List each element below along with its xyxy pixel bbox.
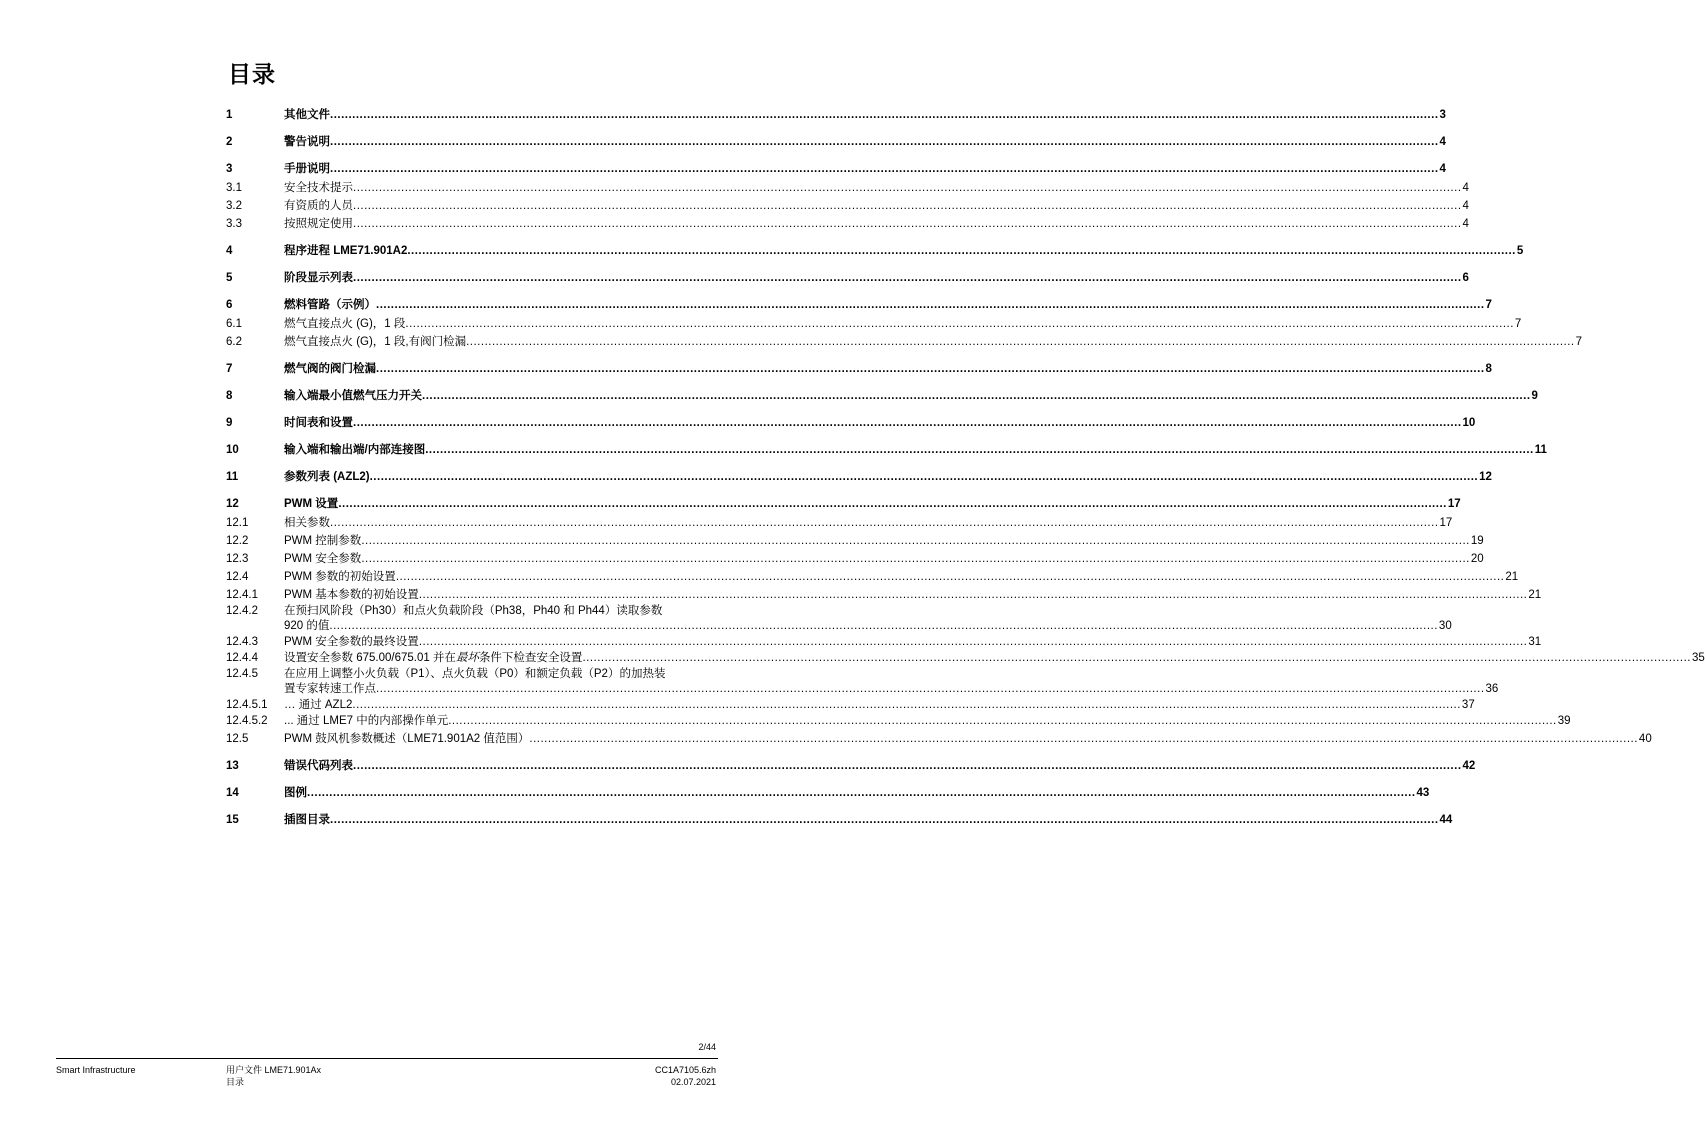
toc-title	[284, 651, 582, 666]
toc-title: PWM 基本参数的初始设置	[284, 589, 419, 601]
toc-page-number: 7	[1514, 318, 1522, 330]
toc-number: 12.4.5	[226, 668, 258, 680]
page-title: 目录	[228, 61, 276, 87]
footer-document	[226, 1064, 321, 1088]
toc-entry[interactable]	[226, 162, 1446, 177]
toc-entry[interactable]	[226, 714, 1571, 729]
toc-title: 按照规定使用	[284, 218, 353, 230]
toc-leader-dots: ............................................................................................................................................................................................................................................................................................................	[395, 571, 1505, 583]
toc-number: 12.5	[226, 733, 249, 745]
toc-leader-dots: ............................................................................................................................................................................................................................................................................................................	[425, 444, 1534, 456]
toc-page-number: 19	[1470, 535, 1484, 547]
toc-page-number: 17	[1439, 517, 1453, 529]
toc-leader-dots: ............................................................................................................................................................................................................................................................................................................	[352, 699, 1461, 711]
toc-title: 手册说明	[284, 163, 330, 175]
toc-entry[interactable]	[226, 516, 1453, 531]
toc-number: 3.1	[226, 182, 242, 194]
toc-number: 14	[226, 787, 239, 799]
footer-company	[56, 1064, 136, 1076]
toc-entry[interactable]	[226, 181, 1469, 196]
toc-number: 12.4.2	[226, 605, 258, 617]
toc-number: 6	[226, 299, 233, 311]
toc-page-number: 39	[1557, 715, 1571, 727]
toc-entry[interactable]	[226, 108, 1446, 123]
toc-title: 图例	[284, 787, 307, 799]
toc-number: 12.4.5.1	[226, 699, 268, 711]
toc-entry[interactable]	[226, 635, 1542, 650]
toc-entry[interactable]	[226, 271, 1469, 286]
toc-title-part: 设置安全参数 675.00/675.01 并在	[284, 652, 456, 664]
toc-entry[interactable]	[226, 443, 1547, 458]
toc-title: PWM 安全参数	[284, 553, 362, 565]
toc-title: 相关参数	[284, 517, 330, 529]
toc-page-number: 9	[1531, 390, 1538, 402]
toc-title: … 通过 AZL2	[284, 699, 353, 711]
toc-entry[interactable]	[226, 244, 1524, 259]
toc-page-number: 44	[1439, 814, 1453, 826]
toc-number: 13	[226, 760, 239, 772]
toc-entry[interactable]	[226, 732, 1652, 747]
toc-title: 燃料管路（示例）	[284, 299, 376, 311]
toc-page-number: 12	[1479, 471, 1492, 483]
footer-reference	[655, 1064, 716, 1088]
toc-title: 插图目录	[284, 814, 330, 826]
toc-leader-dots: ............................................................................................................................................................................................................................................................................................................	[529, 733, 1638, 745]
toc-entry[interactable]	[226, 698, 1475, 713]
toc-page-number: 17	[1447, 498, 1461, 510]
toc-entry[interactable]	[226, 604, 1452, 634]
toc-entry[interactable]	[226, 199, 1469, 214]
toc-number: 4	[226, 245, 233, 257]
toc-number: 3	[226, 163, 233, 175]
table-of-contents	[226, 96, 1705, 832]
toc-page-number: 4	[1439, 136, 1446, 148]
toc-number: 12.4	[226, 571, 249, 583]
toc-page-number: 7	[1485, 299, 1492, 311]
footer-divider	[56, 1058, 718, 1059]
toc-leader-dots: ............................................................................................................................................................................................................................................................................................................	[376, 363, 1485, 375]
toc-page-number: 7	[1575, 336, 1583, 348]
toc-entry[interactable]	[226, 317, 1522, 332]
toc-title: 参数列表 (AZL2)	[284, 471, 370, 483]
toc-number: 10	[226, 444, 239, 456]
document-date: 02.07.2021	[670, 1077, 716, 1087]
toc-leader-dots: ............................................................................................................................................................................................................................................................................................................	[361, 535, 1470, 547]
toc-title: 920 的值	[284, 620, 330, 632]
toc-page-number: 42	[1462, 760, 1476, 772]
toc-title: 其他文件	[284, 109, 330, 121]
toc-title: 输入端和输出端/内部连接图	[284, 444, 426, 456]
toc-leader-dots: ............................................................................................................................................................................................................................................................................................................	[466, 336, 1575, 348]
toc-number: 2	[226, 136, 233, 148]
toc-title: 燃气直接点火 (G)，1 段	[284, 318, 406, 330]
toc-page-number: 31	[1528, 636, 1542, 648]
toc-entry[interactable]	[226, 570, 1519, 585]
toc-title: 输入端最小值燃气压力开关	[284, 390, 422, 402]
toc-page-number: 40	[1638, 733, 1652, 745]
toc-number: 15	[226, 814, 239, 826]
toc-page-number: 11	[1534, 444, 1547, 456]
toc-title-emphasis: 最坏	[455, 652, 479, 664]
toc-leader-dots: ............................................................................................................................................................................................................................................................................................................	[353, 200, 1462, 212]
toc-page-number: 21	[1505, 571, 1519, 583]
toc-page-number: 36	[1485, 683, 1499, 695]
toc-number: 7	[226, 363, 233, 375]
toc-leader-dots: ............................................................................................................................................................................................................................................................................................................	[405, 318, 1514, 330]
toc-title: 错误代码列表	[284, 760, 353, 772]
page-number: 2/44	[698, 1042, 716, 1052]
toc-number: 12	[226, 498, 239, 510]
toc-title: 阶段显示列表	[284, 272, 353, 284]
toc-page-number: 30	[1438, 620, 1452, 632]
toc-entry[interactable]	[226, 813, 1453, 828]
toc-title: 安全技术提示	[284, 182, 353, 194]
toc-number: 6.1	[226, 318, 242, 330]
toc-page-number: 6	[1462, 272, 1469, 284]
toc-leader-dots: ............................................................................................................................................................................................................................................................................................................	[330, 163, 1439, 175]
toc-entry[interactable]	[226, 298, 1492, 313]
toc-title: PWM 安全参数的最终设置	[284, 636, 419, 648]
toc-title-part: 条件下检查安全设置	[478, 652, 583, 664]
toc-entry[interactable]	[226, 389, 1538, 404]
document-id: CC1A7105.6zh	[654, 1065, 716, 1075]
toc-number: 12.4.5.2	[226, 715, 268, 727]
toc-page-number: 4	[1462, 200, 1469, 212]
toc-page-number: 20	[1470, 553, 1484, 565]
toc-number: 11	[226, 471, 239, 483]
toc-title: ... 通过 LME7 中的内部操作单元	[284, 715, 449, 727]
toc-title: 警告说明	[284, 136, 330, 148]
toc-number: 5	[226, 272, 233, 284]
toc-entry[interactable]	[226, 651, 1705, 666]
toc-leader-dots: ............................................................................................................................................................................................................................................................................................................	[330, 136, 1439, 148]
toc-entry[interactable]	[226, 135, 1446, 150]
toc-leader-dots: ............................................................................................................................................................................................................................................................................................................	[407, 245, 1516, 257]
toc-title: PWM 参数的初始设置	[284, 571, 396, 583]
toc-leader-dots: ............................................................................................................................................................................................................................................................................................................	[338, 498, 1447, 510]
toc-leader-dots: ............................................................................................................................................................................................................................................................................................................	[353, 272, 1462, 284]
toc-leader-dots: ............................................................................................................................................................................................................................................................................................................	[582, 652, 1691, 664]
toc-entry[interactable]	[226, 667, 1499, 697]
toc-number: 12.4.3	[226, 636, 258, 648]
toc-title: 燃气阀的阀门检漏	[284, 363, 376, 375]
toc-leader-dots: ............................................................................................................................................................................................................................................................................................................	[422, 390, 1531, 402]
toc-leader-dots: ............................................................................................................................................................................................................................................................................................................	[369, 471, 1479, 483]
toc-page-number: 5	[1516, 245, 1524, 257]
toc-leader-dots: ............................................................................................................................................................................................................................................................................................................	[353, 182, 1462, 194]
toc-title: PWM 设置	[284, 498, 339, 510]
toc-leader-dots: ............................................................................................................................................................................................................................................................................................................	[353, 218, 1462, 230]
toc-entry[interactable]	[226, 588, 1542, 603]
toc-leader-dots: ............................................................................................................................................................................................................................................................................................................	[330, 814, 1439, 826]
toc-title: 程序进程 LME71.901A2	[284, 245, 408, 257]
toc-leader-dots: ............................................................................................................................................................................................................................................................................................................	[307, 787, 1416, 799]
company-name: Smart Infrastructure	[56, 1065, 136, 1075]
toc-number: 12.1	[226, 517, 249, 529]
toc-leader-dots: ............................................................................................................................................................................................................................................................................................................	[353, 417, 1462, 429]
toc-title: 有资质的人员	[284, 200, 353, 212]
toc-entry[interactable]	[226, 759, 1476, 774]
toc-title: PWM 鼓风机参数概述（LME71.901A2 值范围）	[284, 733, 530, 745]
section-name: 目录	[226, 1077, 245, 1087]
toc-number: 12.4.4	[226, 652, 258, 664]
toc-leader-dots: ............................................................................................................................................................................................................................................................................................................	[330, 517, 1439, 529]
toc-page-number: 8	[1485, 363, 1492, 375]
toc-leader-dots: ............................................................................................................................................................................................................................................................................................................	[376, 299, 1485, 311]
toc-entry[interactable]	[226, 552, 1484, 567]
toc-page-number: 10	[1462, 417, 1476, 429]
toc-entry[interactable]	[226, 416, 1476, 431]
toc-leader-dots: ............................................................................................................................................................................................................................................................................................................	[353, 760, 1462, 772]
toc-title-line1: 在预扫风阶段（Ph30）和点火负载阶段（Ph38，Ph40 和 Ph44）读取参数	[284, 605, 663, 617]
toc-number: 8	[226, 390, 233, 402]
toc-page-number: 4	[1462, 182, 1469, 194]
toc-leader-dots: ............................................................................................................................................................................................................................................................................................................	[418, 589, 1528, 601]
toc-leader-dots: ............................................................................................................................................................................................................................................................................................................	[329, 620, 1438, 632]
toc-title: 时间表和设置	[284, 417, 353, 429]
toc-number: 1	[226, 109, 233, 121]
toc-page-number: 4	[1439, 163, 1446, 175]
toc-title: 置专家转速工作点	[284, 683, 376, 695]
toc-page-number: 4	[1462, 218, 1469, 230]
toc-entry[interactable]	[226, 217, 1469, 232]
toc-entry[interactable]	[226, 534, 1484, 549]
toc-page-number: 35	[1691, 652, 1705, 664]
toc-leader-dots: ............................................................................................................................................................................................................................................................................................................	[330, 109, 1439, 121]
toc-entry[interactable]	[226, 470, 1492, 485]
toc-entry[interactable]	[226, 497, 1461, 512]
toc-leader-dots: ............................................................................................................................................................................................................................................................................................................	[361, 553, 1470, 565]
toc-number: 3.2	[226, 200, 242, 212]
toc-number: 9	[226, 417, 233, 429]
toc-leader-dots: ............................................................................................................................................................................................................................................................................................................	[418, 636, 1528, 648]
toc-entry[interactable]	[226, 335, 1583, 350]
toc-entry[interactable]	[226, 362, 1492, 377]
toc-page-number: 3	[1439, 109, 1446, 121]
toc-title: PWM 控制参数	[284, 535, 362, 547]
toc-leader-dots: ............................................................................................................................................................................................................................................................................................................	[448, 715, 1557, 727]
toc-number: 12.2	[226, 535, 249, 547]
toc-number: 12.3	[226, 553, 249, 565]
document-title: 用户文件 LME71.901Ax	[226, 1065, 322, 1075]
toc-number: 12.4.1	[226, 589, 258, 601]
toc-page-number: 43	[1416, 787, 1430, 799]
toc-title: 燃气直接点火 (G)，1 段,有阀门检漏	[284, 336, 467, 348]
toc-page-number: 37	[1461, 699, 1475, 711]
toc-leader-dots: ............................................................................................................................................................................................................................................................................................................	[376, 683, 1485, 695]
toc-page-number: 21	[1528, 589, 1542, 601]
toc-number: 3.3	[226, 218, 242, 230]
toc-number: 6.2	[226, 336, 242, 348]
toc-title-line1: 在应用上调整小火负载（P1）、点火负载（P0）和额定负载（P2）的加热装	[284, 668, 666, 680]
toc-entry[interactable]	[226, 786, 1430, 801]
